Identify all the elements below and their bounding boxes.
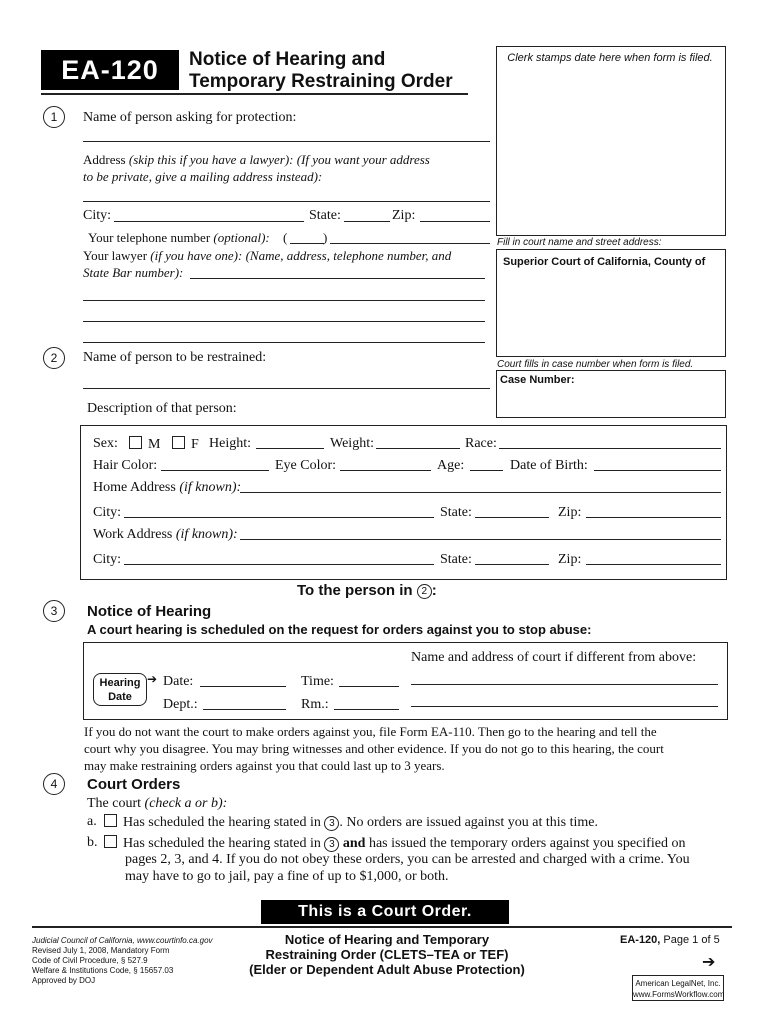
case-number-label: Case Number: bbox=[500, 374, 575, 386]
work-city-field[interactable] bbox=[124, 564, 434, 565]
clerk-stamp-note: Clerk stamps date here when form is filed. bbox=[507, 52, 713, 64]
form-title-line1: Notice of Hearing and bbox=[189, 49, 386, 70]
next-page-arrow-icon: ➔ bbox=[702, 954, 716, 971]
phone-number-field[interactable] bbox=[330, 243, 490, 244]
orders-heading: Court Orders bbox=[87, 776, 181, 793]
lawyer-hint: State Bar number): bbox=[83, 265, 184, 280]
notice-paragraph-2: court why you disagree. You may bring witnesses and other evidence. If you do not go to this hearing, the court bbox=[84, 741, 664, 756]
work-city-label: City: bbox=[93, 552, 122, 567]
option-a-checkbox[interactable] bbox=[104, 814, 117, 827]
height-field[interactable] bbox=[256, 448, 324, 449]
date-field[interactable] bbox=[200, 686, 286, 687]
age-label: Age: bbox=[437, 458, 465, 473]
lawyer-field-2[interactable] bbox=[83, 300, 485, 301]
vendor-box: American LegalNet, Inc. www.FormsWorkflow.com bbox=[632, 975, 724, 1001]
eye-field[interactable] bbox=[340, 470, 431, 471]
hearing-date-tag: Hearing Date bbox=[93, 673, 147, 706]
home-zip-label: Zip: bbox=[558, 505, 582, 520]
footer-rule bbox=[32, 926, 732, 928]
time-label: Time: bbox=[301, 674, 334, 689]
option-a[interactable]: Has scheduled the hearing stated in 3 . No orders are issued against you at this time. bbox=[104, 814, 598, 831]
work-zip-field[interactable] bbox=[586, 564, 721, 565]
lawyer-field-1[interactable] bbox=[190, 278, 485, 279]
sex-m-checkbox[interactable] bbox=[129, 436, 142, 449]
state-field-1[interactable] bbox=[344, 221, 390, 222]
address-label: Address (skip this if you have a lawyer): (If you want your address bbox=[83, 152, 430, 167]
dept-label: Dept.: bbox=[163, 697, 198, 712]
phone-label: Your telephone number (optional): bbox=[88, 230, 270, 245]
option-a-label: a. bbox=[87, 814, 97, 829]
court-fill-note: Fill in court name and street address: bbox=[497, 237, 662, 248]
height-label: Height: bbox=[209, 436, 251, 451]
rm-label: Rm.: bbox=[301, 697, 329, 712]
court-order-banner: This is a Court Order. bbox=[261, 900, 509, 924]
footer-left-line2: Revised July 1, 2008, Mandatory Form bbox=[32, 946, 170, 955]
lawyer-field-3[interactable] bbox=[83, 321, 485, 322]
address-hint: to be private, give a mailing address instead): bbox=[83, 169, 323, 184]
footer-title: Notice of Hearing and Temporary Restraining Order (CLETS–TEA or TEF) (Elder or Dependent Adult Abuse Protection) bbox=[249, 932, 525, 977]
city-field-1[interactable] bbox=[114, 221, 304, 222]
time-field[interactable] bbox=[339, 686, 399, 687]
race-label: Race: bbox=[465, 436, 497, 451]
dept-field[interactable] bbox=[203, 709, 286, 710]
race-field[interactable] bbox=[499, 448, 721, 449]
age-field[interactable] bbox=[470, 470, 503, 471]
phone-area-field[interactable] bbox=[290, 243, 324, 244]
orders-intro: The court (check a or b): bbox=[87, 796, 228, 811]
eye-label: Eye Color: bbox=[275, 458, 337, 473]
form-id-badge: EA-120 bbox=[41, 50, 179, 90]
hearing-arrow-icon: ➔ bbox=[147, 672, 158, 686]
court-diff-field-2[interactable] bbox=[411, 706, 718, 707]
restrained-name-label: Name of person to be restrained: bbox=[83, 350, 267, 365]
phone-area-open: ( bbox=[283, 230, 288, 245]
notice-paragraph-1: If you do not want the court to make orders against you, file Form EA-110. Then go to the hearing and tell the bbox=[84, 724, 657, 739]
zip-field-1[interactable] bbox=[420, 221, 490, 222]
to-person-ref: 2 bbox=[417, 584, 432, 599]
sex-f-option[interactable]: F bbox=[172, 436, 199, 453]
to-person-heading: To the person in 2 : bbox=[297, 582, 437, 599]
work-address-label: Work Address (if known): bbox=[93, 527, 238, 542]
sex-m-option[interactable]: M bbox=[129, 436, 160, 453]
section-number-2: 2 bbox=[43, 347, 65, 369]
option-b-checkbox[interactable] bbox=[104, 835, 117, 848]
zip-label-1: Zip: bbox=[392, 208, 416, 223]
footer-left-line1: Judicial Council of California, www.courtinfo.ca.gov bbox=[32, 936, 213, 945]
rm-field[interactable] bbox=[334, 709, 399, 710]
form-title-line2: Temporary Restraining Order bbox=[189, 71, 453, 92]
section-number-4: 4 bbox=[43, 773, 65, 795]
protected-name-field[interactable] bbox=[83, 141, 490, 142]
notice-paragraph-3: may make restraining orders against you that could last up to 3 years. bbox=[84, 758, 445, 773]
work-address-field[interactable] bbox=[240, 539, 721, 540]
section-number-3: 3 bbox=[43, 600, 65, 622]
lawyer-label: Your lawyer (if you have one): (Name, address, telephone number, and bbox=[83, 248, 452, 263]
date-label: Date: bbox=[163, 674, 194, 689]
footer-left-line3: Code of Civil Procedure, § 527.9 bbox=[32, 956, 148, 965]
home-state-field[interactable] bbox=[475, 517, 549, 518]
court-diff-label: Name and address of court if different from above: bbox=[411, 650, 697, 665]
footer-left bbox=[32, 936, 213, 986]
dob-field[interactable] bbox=[594, 470, 721, 471]
home-city-label: City: bbox=[93, 505, 122, 520]
court-name-label: Superior Court of California, County of bbox=[503, 256, 706, 268]
work-zip-label: Zip: bbox=[558, 552, 582, 567]
hair-label: Hair Color: bbox=[93, 458, 158, 473]
weight-label: Weight: bbox=[330, 436, 374, 451]
footer-page-info: EA-120, Page 1 of 5 bbox=[620, 934, 720, 946]
city-label-1: City: bbox=[83, 208, 112, 223]
notice-subheading: A court hearing is scheduled on the request for orders against you to stop abuse: bbox=[87, 622, 592, 637]
protected-name-label: Name of person asking for protection: bbox=[83, 110, 297, 125]
description-label: Description of that person: bbox=[87, 401, 237, 416]
footer-left-line4: Welfare & Institutions Code, § 15657.03 bbox=[32, 966, 174, 975]
option-b-label: b. bbox=[87, 835, 98, 850]
work-state-field[interactable] bbox=[475, 564, 549, 565]
sex-f-checkbox[interactable] bbox=[172, 436, 185, 449]
restrained-name-field[interactable] bbox=[83, 388, 490, 389]
weight-field[interactable] bbox=[376, 448, 460, 449]
lawyer-field-4[interactable] bbox=[83, 342, 485, 343]
home-city-field[interactable] bbox=[124, 517, 434, 518]
dob-label: Date of Birth: bbox=[510, 458, 588, 473]
option-b[interactable]: Has scheduled the hearing stated in 3 and has issued the temporary orders against you specified on bbox=[104, 835, 685, 852]
hair-field[interactable] bbox=[161, 470, 269, 471]
work-state-label: State: bbox=[440, 552, 472, 567]
footer-left-line5: Approved by DOJ bbox=[32, 976, 96, 985]
home-address-field[interactable] bbox=[240, 492, 721, 493]
case-fill-note: Court fills in case number when form is filed. bbox=[497, 359, 694, 370]
option-b-line2: pages 2, 3, and 4. If you do not obey these orders, you can be arrested and charged with a crime. You bbox=[125, 852, 690, 867]
phone-area-close: ) bbox=[323, 230, 328, 245]
court-diff-field-1[interactable] bbox=[411, 684, 718, 685]
address-field[interactable] bbox=[83, 201, 490, 202]
home-address-label: Home Address (if known): bbox=[93, 480, 242, 495]
option-b-ref: 3 bbox=[324, 837, 339, 852]
title-rule bbox=[41, 93, 468, 95]
home-state-label: State: bbox=[440, 505, 472, 520]
clerk-stamp-box[interactable] bbox=[496, 46, 726, 236]
state-label-1: State: bbox=[309, 208, 341, 223]
section-number-1: 1 bbox=[43, 106, 65, 128]
notice-heading: Notice of Hearing bbox=[87, 603, 212, 620]
sex-label: Sex: bbox=[93, 436, 118, 451]
option-a-ref: 3 bbox=[324, 816, 339, 831]
option-b-line3: may have to go to jail, pay a fine of up to $1,000, or both. bbox=[125, 869, 449, 884]
home-zip-field[interactable] bbox=[586, 517, 721, 518]
